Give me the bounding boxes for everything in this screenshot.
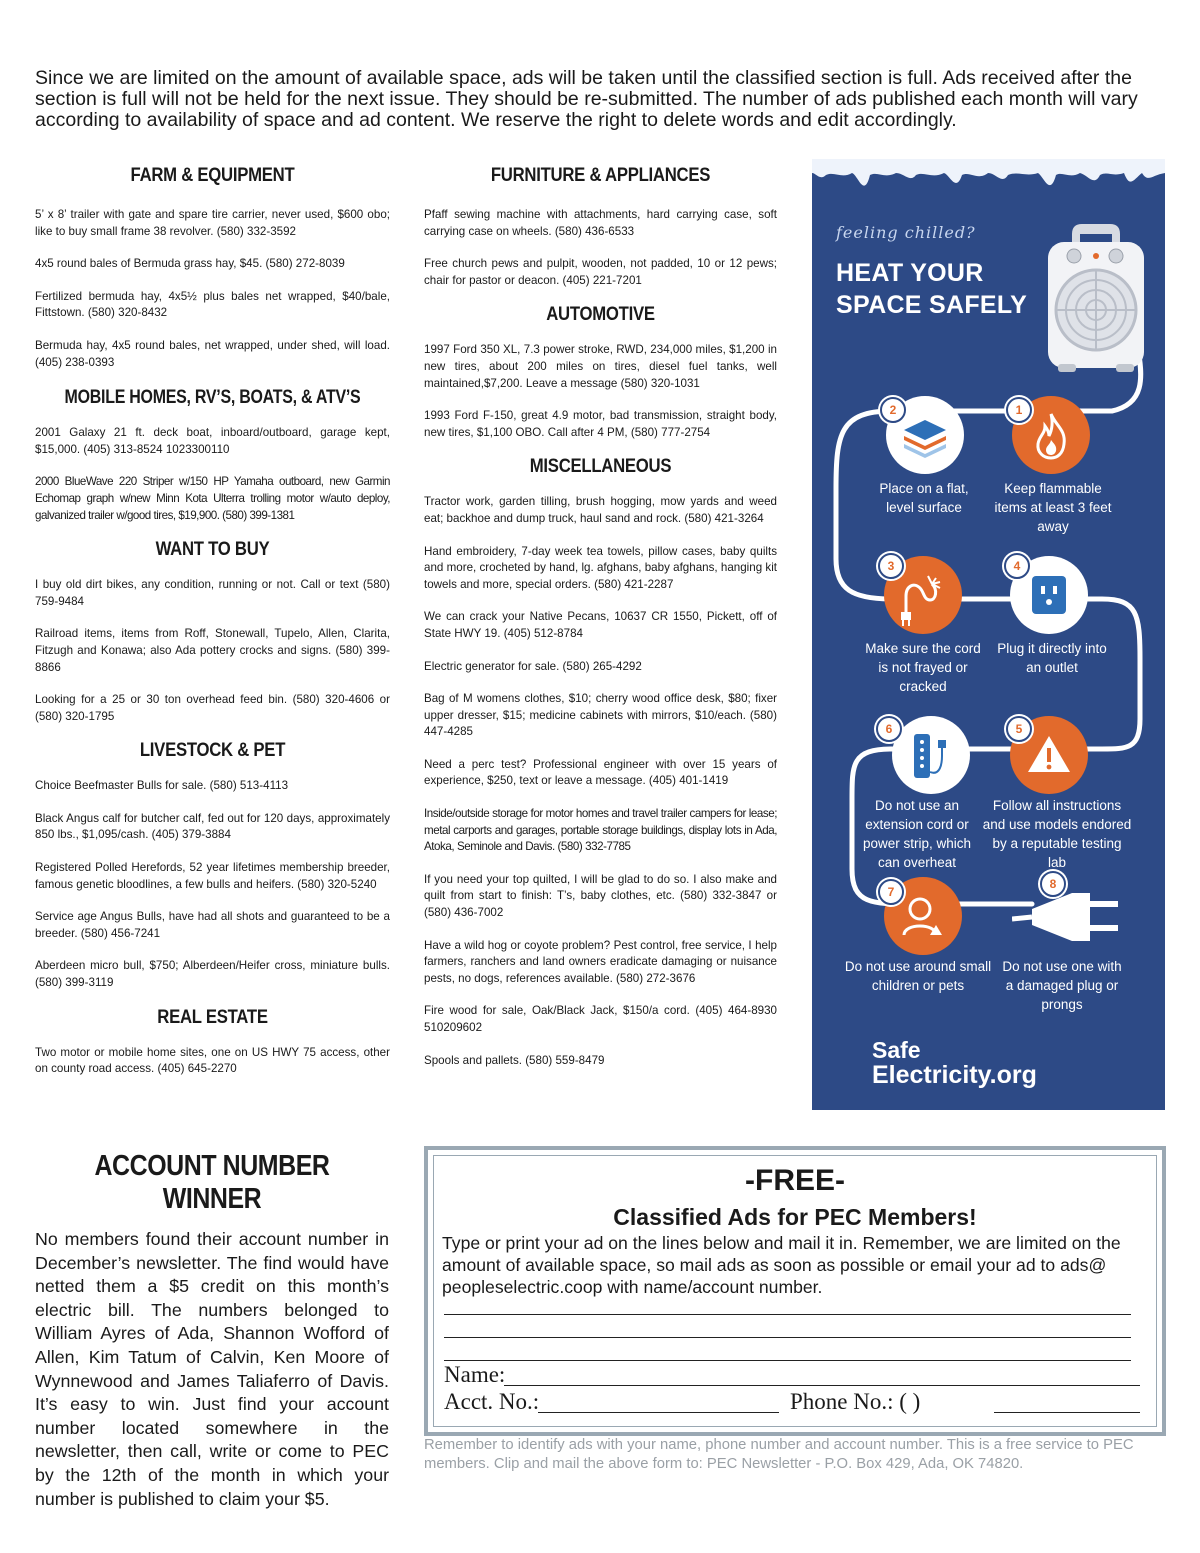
ad-item: Service age Angus Bulls, have had all shots and guaranteed to be a breeder. (580) 456-7241 <box>35 910 390 940</box>
section-title-automotive: AUTOMOTIVE <box>546 304 655 326</box>
space-heater-icon <box>1044 222 1148 377</box>
ad-item: Two motor or mobile home sites, one on US HWY 75 access, other on county road access. (405) 645-2270 <box>35 1045 390 1076</box>
ad-text-line-2[interactable] <box>444 1337 1131 1338</box>
ad-item: Aberdeen micro bull, $750; Alberdeen/Heifer cross, miniature bulls. (580) 399-3119 <box>35 959 390 990</box>
logo-line-2: Electricity.org <box>872 1061 1037 1089</box>
ad-item: 2000 BlueWave 220 Striper w/150 HP Yamaha outboard, new Garmin Echomap graph w/new Minn Kota Ulterra trolling motor w/auto deploy, galvanized trailer w/good tires, $19,900. (580) 399-1381 <box>35 475 390 522</box>
ad-item: Electric generator for sale. (580) 265-4292 <box>424 659 642 673</box>
section-title-farm: FARM & EQUIPMENT <box>130 165 295 186</box>
account-field[interactable] <box>538 1412 779 1413</box>
ad-item: Free church pews and pulpit, wooden, not padded, 10 or 12 pews; chair for pastor or deacon. (405) 221-7201 <box>424 257 777 287</box>
ad-item: 2001 Galaxy 21 ft. deck boat, inboard/outboard, garage kept, $15,000. (405) 313-8524 1023300110 <box>35 426 390 456</box>
ad-item: Railroad items, items from Roff, Stonewall, Tupelo, Allen, Clarita, Fitzugh and Konawa; also Ada pottery crocks and signs. (580) 399-8866 <box>35 627 390 674</box>
ad-item: If you need your top quilted, I will be glad to do so. I also make and quilt from start to finish: T’s, baby clothes, etc. (580) 332-3847 or (580) 436-7002 <box>424 872 777 920</box>
ad-item: Choice Beefmaster Bulls for sale. (580) 513-4113 <box>35 779 289 793</box>
step-4-badge: 4 <box>1004 553 1030 579</box>
step-8-badge: 8 <box>1040 871 1066 897</box>
section-title-realestate: REAL ESTATE <box>157 1006 268 1028</box>
classified-column-2 <box>424 160 777 1069</box>
heading-line-2: SPACE SAFELY <box>836 291 1028 319</box>
step-3-badge: 3 <box>878 553 904 579</box>
ad-item: 4x5 round bales of Bermuda grass hay, $45. (580) 272-8039 <box>35 257 345 271</box>
ad-item: Bermuda hay, 4x5 round bales, net wrapped, under shed, will load. (405) 238-0393 <box>35 338 390 369</box>
ad-item: Black Angus calf for butcher calf, fed out for 120 days, approximately 850 lbs., $1,095/cash. (405) 379-3884 <box>35 811 390 842</box>
step-7-badge: 7 <box>878 879 904 905</box>
section-title-livestock: LIVESTOCK & PET <box>139 740 286 762</box>
step-5-badge: 5 <box>1006 716 1032 742</box>
form-subtitle: Classified Ads for PEC Members! <box>613 1204 977 1230</box>
remember-note: Remember to identify ads with your name, phone number and account number. This is a free service to PEC members. Clip and mail the above form to: PEC Newsletter - P.O. Box 429, Ada, OK 74820. <box>424 1437 1134 1472</box>
ad-item: Tractor work, garden tilling, brush hogging, mow yards and weed eat; backhoe and dump truck, haul sand and rock. (580) 421-3264 <box>424 495 777 525</box>
account-label: Acct. No.: <box>444 1389 540 1414</box>
safe-electricity-logo <box>872 1039 1037 1089</box>
step-6-badge: 6 <box>876 716 902 742</box>
step-6-circle <box>892 716 970 794</box>
classified-ad-form <box>424 1146 1166 1436</box>
ad-item: Fire wood for sale, Oak/Black Jack, $150/a cord. (405) 464-8930 510209602 <box>424 1004 777 1034</box>
section-title-want: WANT TO BUY <box>155 539 270 561</box>
intro-paragraph: Since we are limited on the amount of available space, ads will be taken until the classified section is full. Ads received after the section is full will not be held for the next issue. They should be re-submitted. The number of ads published each month will vary according to availability of space and ad content. We reserve the right to delete words and edit accordingly. <box>35 67 1138 131</box>
step-5-caption: Follow all instructions and use models endored by a reputable testing lab <box>982 798 1132 870</box>
step-1-badge: 1 <box>1006 397 1032 423</box>
winner-body: No members found their account number in December’s newsletter. The find would have netted them a $5 credit on this month’s electric bill. The numbers belonged to William Ayres of Ada, Shannon Wofford of Allen, Kim Tatum of Calvin, Ken Moore of Wynnewood and James Taliaferro of Davis. It’s easy to win. Just find your account number located somewhere in the newsletter, then call, write or come to PEC by the 12th of the month in which your number is published to claim your $5. <box>35 1229 389 1509</box>
step-4-caption: Plug it directly into an outlet <box>997 641 1107 675</box>
power-strip-icon <box>892 716 970 794</box>
ad-item: I buy old dirt bikes, any condition, running or not. Call or text (580) 759-9484 <box>35 578 390 608</box>
ad-item: Need a perc test? Professional engineer with over 15 years of experience, $250, text or leave a message. (405) 401-1419 <box>424 757 777 788</box>
step-6-caption: Do not use an extension cord or power strip, which can overheat <box>862 798 972 870</box>
ad-item: We can crack your Native Pecans, 10637 CR 1550, Pickett, off of State HWY 19. (405) 512-8784 <box>424 610 777 640</box>
ad-item: 1993 Ford F-150, great 4.9 motor, bad transmission, straight body, new tires, $1,100 OBO. Call after 4 PM, (580) 777-2754 <box>424 409 777 439</box>
step-1-caption: Keep flammable items at least 3 feet away <box>994 481 1112 534</box>
heater-safety-infographic <box>812 159 1165 1110</box>
step-2-badge: 2 <box>880 397 906 423</box>
logo-line-1: Safe <box>872 1037 921 1063</box>
section-title-mobile: MOBILE HOMES, RV’S, BOATS, & ATV’S <box>64 387 361 409</box>
classified-column-1 <box>35 160 390 1078</box>
winner-title: ACCOUNT NUMBER WINNER <box>94 1150 330 1215</box>
step-7-caption: Do not use around small children or pets <box>844 959 992 993</box>
ad-item: Spools and pallets. (580) 559-8479 <box>424 1053 605 1067</box>
phone-field[interactable] <box>994 1412 1140 1413</box>
ad-text-line-3[interactable] <box>444 1360 1131 1361</box>
ad-item: Hand embroidery, 7-day week tea towels, pillow cases, baby quilts and more, crocheted by hand, lg. afghans, baby afghans, hanging kit towels and more, special orders. (580) 421-2287 <box>424 544 777 591</box>
account-number-winner <box>35 1150 389 1511</box>
free-heading: -FREE- <box>745 1164 845 1197</box>
damaged-plug-icon <box>1012 879 1132 959</box>
ad-item: Inside/outside storage for motor homes and travel trailer campers for lease; metal carports and garages, portable storage buildings, display lots in Ada, Atoka, Seminole and Davis. (580) 332-7785 <box>424 807 777 854</box>
ad-item: Bag of M womens clothes, $10; cherry wood office desk, $80; fixer upper dresser, $15; medicine cabinets with mirrors, $10/each. (580) 447-4285 <box>424 692 777 739</box>
name-field[interactable] <box>504 1385 1140 1386</box>
form-inner-border <box>433 1155 1157 1427</box>
step-2-caption: Place on a flat, level surface <box>879 481 969 515</box>
ad-item: Registered Polled Herefords, 52 year lifetimes membership breeder, famous genetic bloodlines, a few bulls and heifers. (580) 320-5240 <box>35 861 390 891</box>
step-8-caption: Do not use one with a damaged plug or prongs <box>1002 959 1122 1012</box>
feeling-chilled-text: feeling chilled? <box>836 223 976 242</box>
ad-text-line-1[interactable] <box>444 1314 1131 1315</box>
ad-item: Fertilized bermuda hay, 4x5½ plus bales net wrapped, $40/bale, Fittstown. (580) 320-8432 <box>35 289 390 320</box>
phone-label: Phone No.: ( ) <box>790 1389 921 1414</box>
ad-item: Have a wild hog or coyote problem? Pest control, free service, I help farmers, ranchers and land owners eradicate damaging or nuisance pests, no dogs, references available. (580) 272-3676 <box>424 938 777 985</box>
step-3-caption: Make sure the cord is not frayed or cracked <box>865 641 981 694</box>
ad-item: 5’ x 8’ trailer with gate and spare tire carrier, never used, $600 obo; like to buy small frame 38 revolver. (580) 332-3592 <box>35 208 390 238</box>
name-label: Name: <box>444 1362 506 1387</box>
form-instructions: Type or print your ad on the lines below and mail it in. Remember, we are limited on the amount of available space, so mail ads as soon as possible or email your ad to ads@ peopleselectric.coop with name/account number. <box>442 1233 1121 1297</box>
heading-line-1: HEAT YOUR <box>836 259 984 287</box>
ad-item: 1997 Ford 350 XL, 7.3 power stroke, RWD, 234,000 miles, $1,200 in new tires, about 200 miles on tires, diesel fuel tanks, well maintained,$7,200. Leave a message (580) 320-1031 <box>424 343 777 390</box>
ad-item: Pfaff sewing machine with attachments, hard carrying case, soft carrying case on wheels. (580) 436-6533 <box>424 208 777 238</box>
ad-item: Looking for a 25 or 30 ton overhead feed bin. (580) 320-4606 or (580) 320-1795 <box>35 693 390 723</box>
section-title-misc: MISCELLANEOUS <box>529 456 672 478</box>
section-title-furniture: FURNITURE & APPLIANCES <box>490 165 711 186</box>
